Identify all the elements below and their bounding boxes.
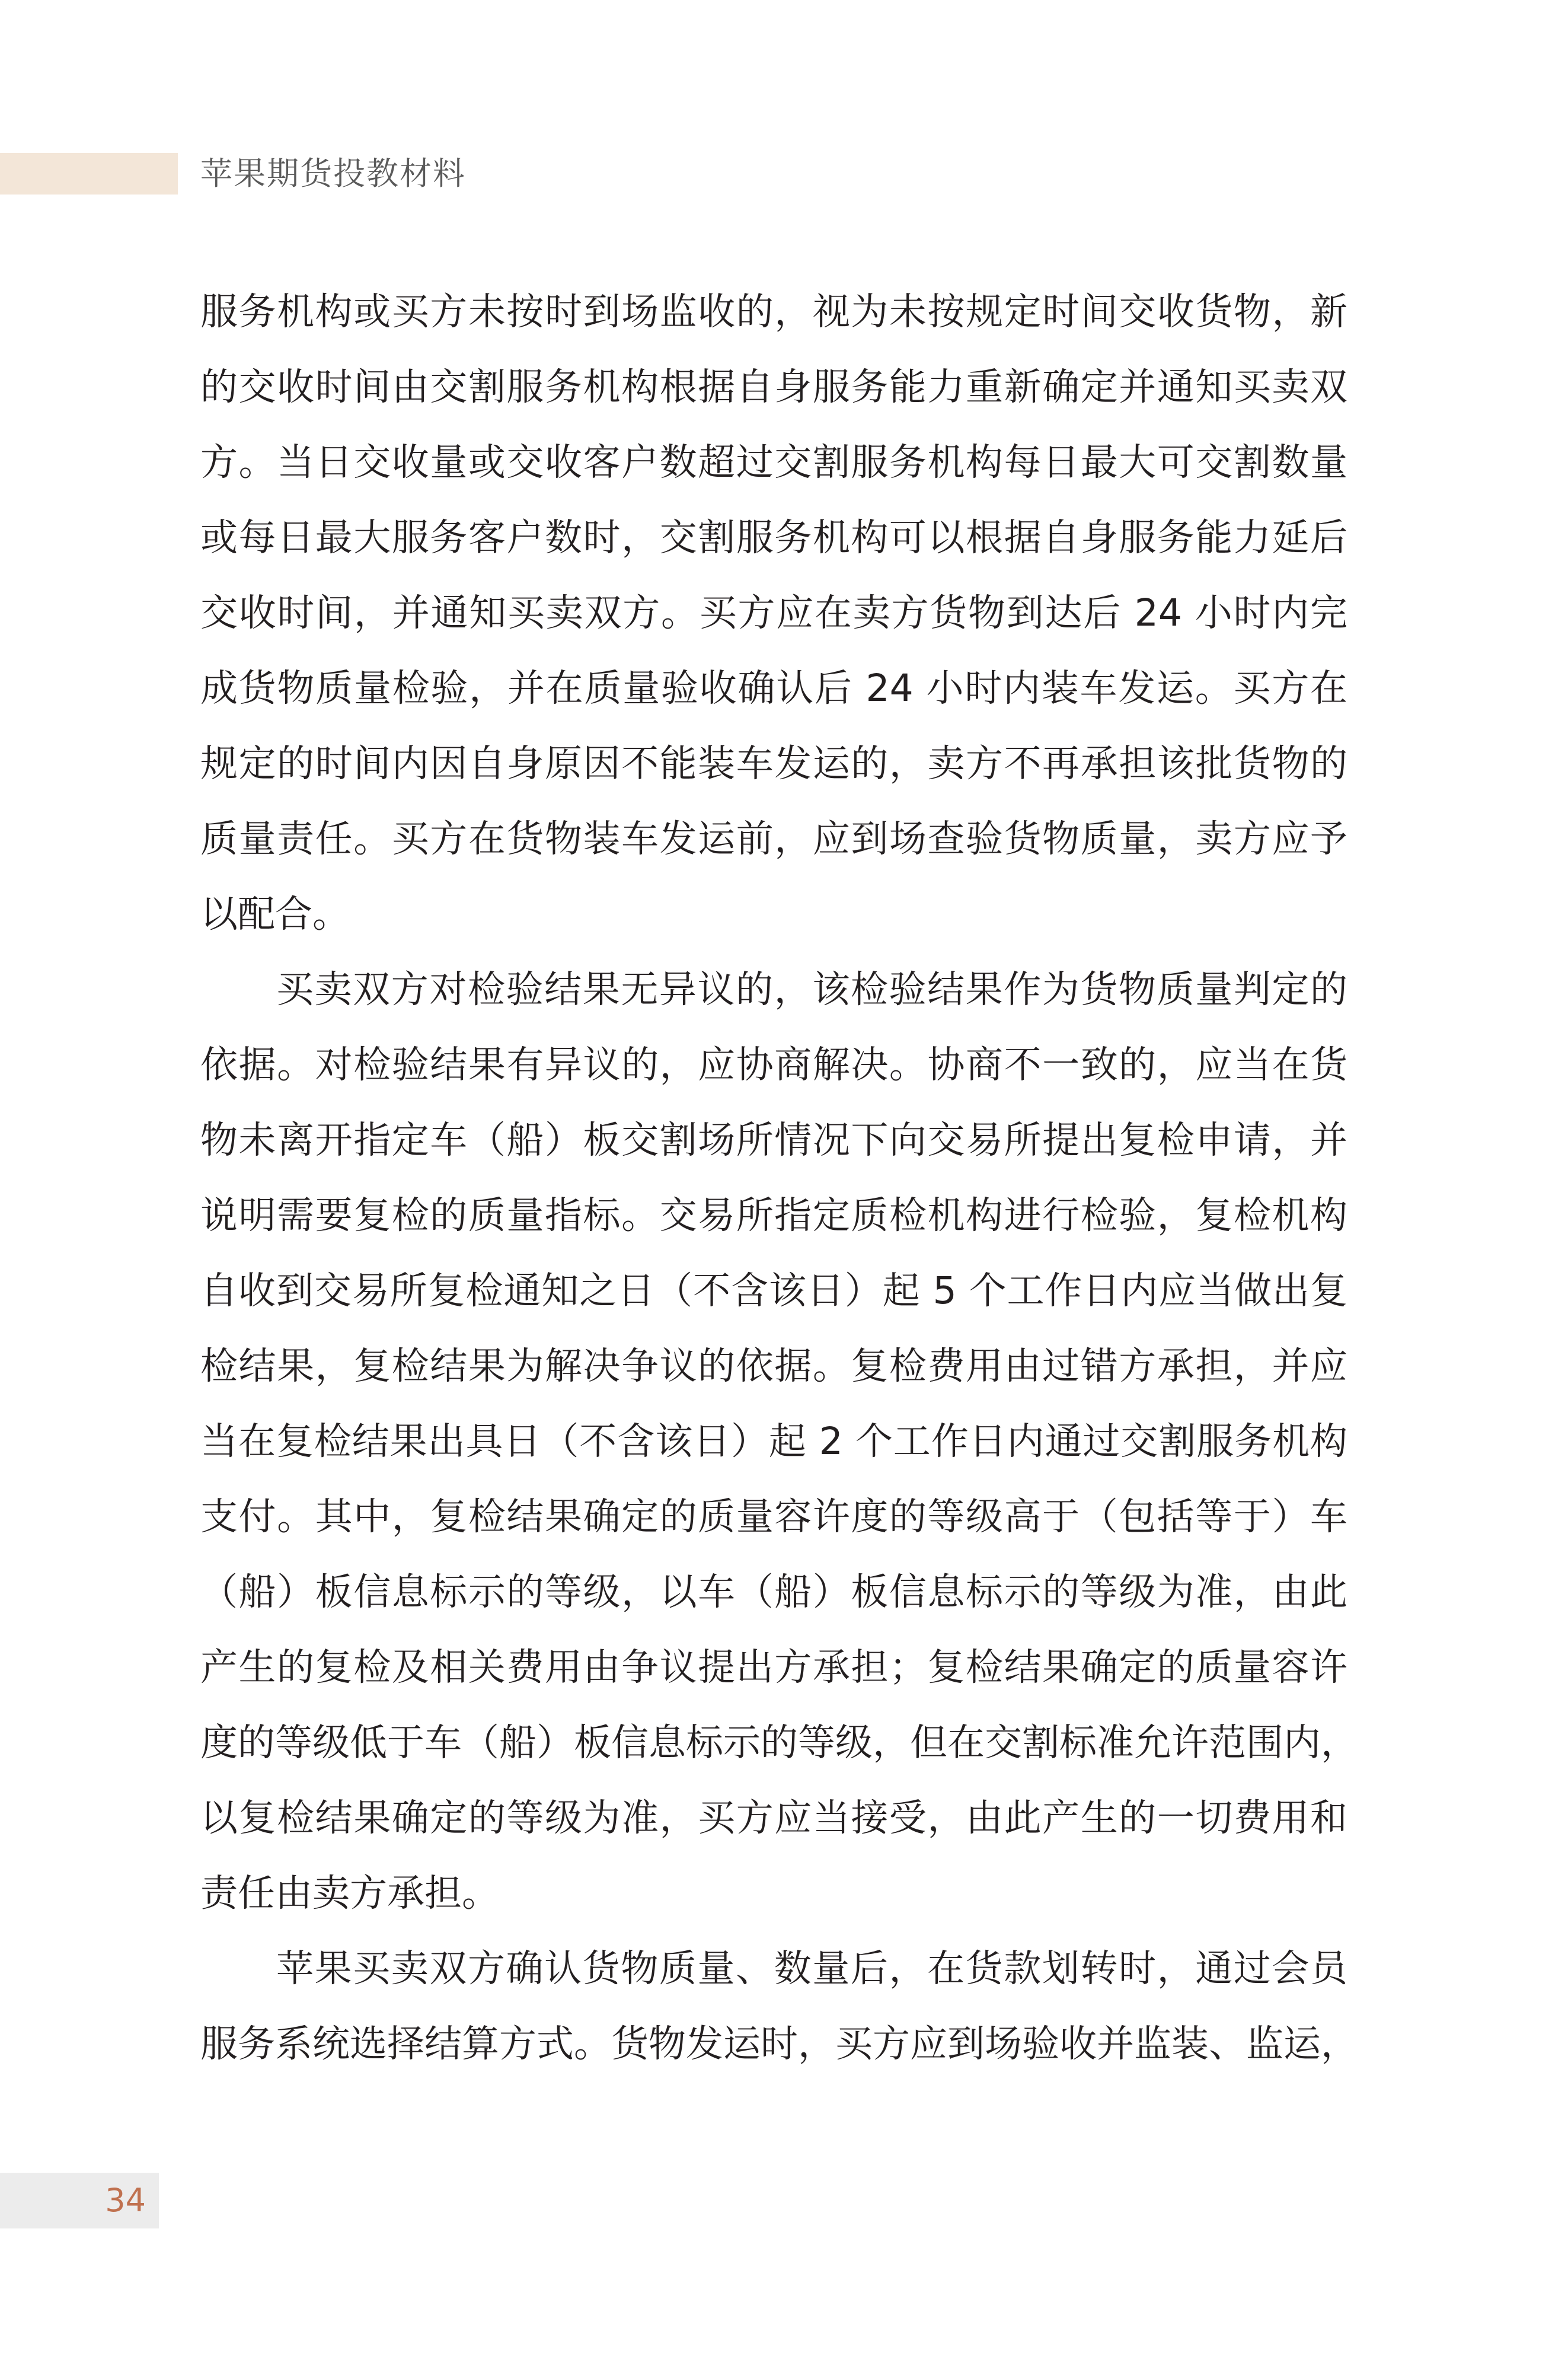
text-line: 方。当日交收量或交收客户数超过交割服务机构每日最大可交割数量 <box>200 441 1347 484</box>
text-line: 的交收时间由交割服务机构根据自身服务能力重新确定并通知买卖双 <box>200 365 1347 409</box>
header-accent-band <box>0 153 178 195</box>
text-line: 以配合。 <box>200 892 350 936</box>
text-line: 交收时间，并通知买卖双方。买方应在卖方货物到达后 24 小时内完 <box>200 591 1347 635</box>
text-line: 度的等级低于车（船）板信息标示的等级，但在交割标准允许范围内， <box>200 1721 1358 1764</box>
text-line: 物未离开指定车（船）板交割场所情况下向交易所提出复检申请，并 <box>200 1118 1347 1162</box>
text-line: 服务机构或买方未按时到场监收的，视为未按规定时间交收货物，新 <box>200 290 1347 333</box>
text-line: 自收到交易所复检通知之日（不含该日）起 5 个工作日内应当做出复 <box>200 1269 1347 1312</box>
text-line: 规定的时间内因自身原因不能装车发运的，卖方不再承担该批货物的 <box>200 742 1347 785</box>
text-line: 成货物质量检验，并在质量验收确认后 24 小时内装车发运。买方在 <box>200 667 1347 710</box>
paragraph-first-line: 买卖双方对检验结果无异议的，该检验结果作为货物质量判定的 <box>276 968 1347 1011</box>
text-line: 支付。其中，复检结果确定的质量容许度的等级高于（包括等于）车 <box>200 1495 1347 1538</box>
text-line: （船）板信息标示的等级，以车（船）板信息标示的等级为准，由此 <box>200 1570 1347 1614</box>
text-line: 以复检结果确定的等级为准，买方应当接受，由此产生的一切费用和 <box>200 1796 1347 1839</box>
text-line: 当在复检结果出具日（不含该日）起 2 个工作日内通过交割服务机构 <box>200 1420 1347 1463</box>
text-line: 产生的复检及相关费用由争议提出方承担；复检结果确定的质量容许 <box>200 1646 1347 1689</box>
text-line: 责任由卖方承担。 <box>200 1871 499 1915</box>
paragraph-first-line: 苹果买卖双方确认货物质量、数量后，在货款划转时，通过会员 <box>276 1947 1347 1990</box>
body-text <box>200 274 1358 2081</box>
text-line: 服务系统选择结算方式。货物发运时，买方应到场验收并监装、监运， <box>200 2022 1358 2065</box>
text-line: 或每日最大服务客户数时，交割服务机构可以根据自身服务能力延后 <box>200 516 1347 559</box>
text-line: 检结果，复检结果为解决争议的依据。复检费用由过错方承担，并应 <box>200 1344 1347 1388</box>
header-title: 苹果期货投教材料 <box>200 155 466 192</box>
text-line: 依据。对检验结果有异议的，应协商解决。协商不一致的，应当在货 <box>200 1043 1347 1086</box>
text-line: 说明需要复检的质量指标。交易所指定质检机构进行检验，复检机构 <box>200 1194 1347 1237</box>
page-number <box>0 2173 159 2228</box>
text-line: 质量责任。买方在货物装车发运前，应到场查验货物质量，卖方应予 <box>200 817 1347 860</box>
page-number-text: 34 <box>105 2182 146 2219</box>
